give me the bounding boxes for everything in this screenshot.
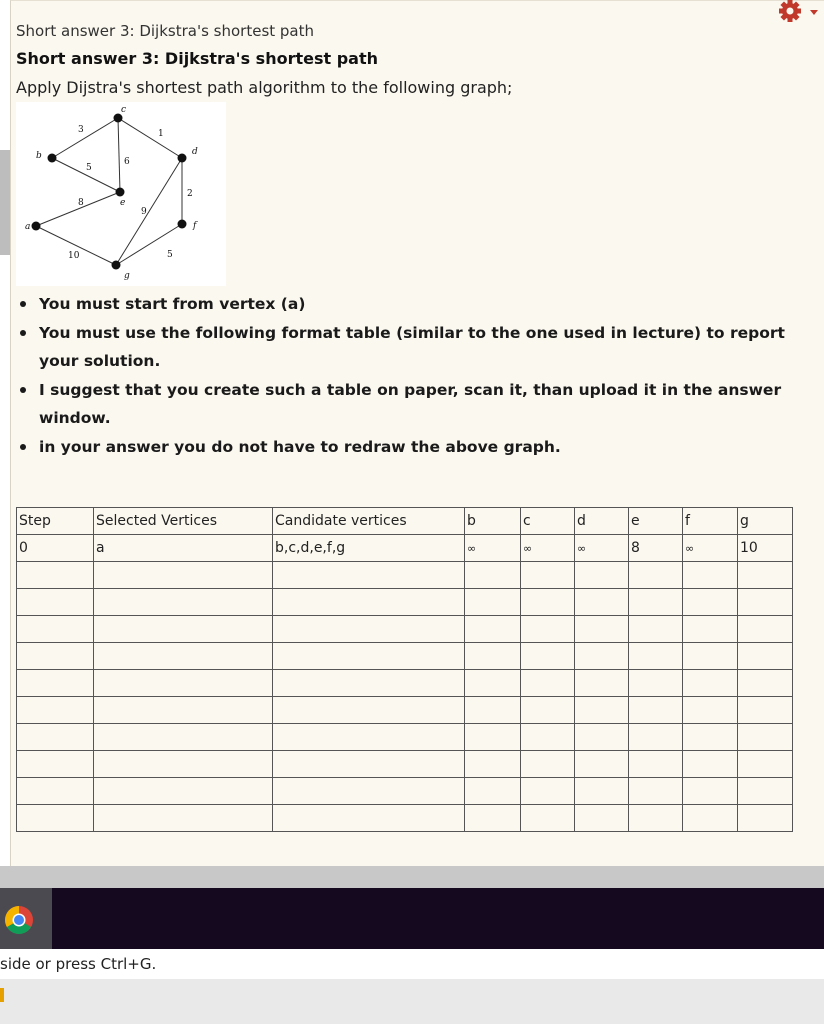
vertex-label: a bbox=[25, 222, 31, 232]
empty-table-cell bbox=[521, 751, 575, 778]
empty-table-row bbox=[17, 778, 793, 805]
settings-menu-button[interactable] bbox=[776, 0, 822, 24]
empty-table-row bbox=[17, 670, 793, 697]
graph-figure bbox=[16, 102, 226, 286]
question-intro: Apply Dijstra's shortest path algorithm to the following graph; bbox=[16, 78, 513, 97]
empty-table-cell bbox=[17, 589, 94, 616]
table-cell: a bbox=[94, 535, 273, 562]
empty-table-cell bbox=[575, 562, 629, 589]
horizontal-scrollbar[interactable] bbox=[0, 866, 824, 888]
breadcrumb: Short answer 3: Dijkstra's shortest path bbox=[16, 22, 315, 40]
empty-table-cell bbox=[521, 778, 575, 805]
empty-table-cell bbox=[738, 778, 793, 805]
empty-table-cell bbox=[17, 805, 94, 832]
empty-table-cell bbox=[521, 562, 575, 589]
empty-table-cell bbox=[738, 751, 793, 778]
empty-table-cell bbox=[683, 724, 738, 751]
edge-d-g bbox=[116, 158, 182, 265]
table-cell: b,c,d,e,f,g bbox=[273, 535, 465, 562]
empty-table-row bbox=[17, 724, 793, 751]
empty-table-cell bbox=[273, 589, 465, 616]
vertex-g bbox=[112, 261, 121, 270]
empty-table-cell bbox=[521, 643, 575, 670]
column-header: Candidate vertices bbox=[273, 508, 465, 535]
left-scroll-marker bbox=[0, 150, 10, 255]
vertex-a bbox=[32, 222, 41, 231]
column-header: Step bbox=[17, 508, 94, 535]
table-cell: ∞ bbox=[521, 535, 575, 562]
chrome-icon bbox=[4, 905, 34, 935]
empty-table-cell bbox=[94, 589, 273, 616]
column-header: c bbox=[521, 508, 575, 535]
empty-table-cell bbox=[17, 670, 94, 697]
empty-table-cell bbox=[273, 751, 465, 778]
empty-table-cell bbox=[629, 670, 683, 697]
empty-table-cell bbox=[94, 778, 273, 805]
empty-table-cell bbox=[17, 724, 94, 751]
empty-table-cell bbox=[94, 670, 273, 697]
vertex-label: c bbox=[121, 105, 127, 115]
empty-table-row bbox=[17, 562, 793, 589]
edge-weight: 5 bbox=[167, 250, 173, 260]
hint-text: side or press Ctrl+G. bbox=[0, 955, 157, 973]
empty-table-row bbox=[17, 751, 793, 778]
empty-table-cell bbox=[94, 616, 273, 643]
empty-table-cell bbox=[738, 670, 793, 697]
empty-table-cell bbox=[465, 724, 521, 751]
empty-table-cell bbox=[683, 778, 738, 805]
empty-table-cell bbox=[629, 751, 683, 778]
empty-table-row bbox=[17, 643, 793, 670]
vertex-e bbox=[116, 188, 125, 197]
empty-table-cell bbox=[17, 778, 94, 805]
edge-c-e bbox=[118, 118, 120, 192]
empty-table-cell bbox=[17, 616, 94, 643]
empty-table-cell bbox=[94, 643, 273, 670]
empty-table-cell bbox=[17, 751, 94, 778]
empty-table-row bbox=[17, 697, 793, 724]
instruction-item: in your answer you do not have to redraw the above graph. bbox=[20, 433, 810, 462]
question-title: Short answer 3: Dijkstra's shortest path bbox=[16, 49, 378, 68]
empty-table-cell bbox=[738, 697, 793, 724]
empty-table-row bbox=[17, 589, 793, 616]
empty-table-cell bbox=[738, 589, 793, 616]
vertex-label: g bbox=[124, 271, 130, 281]
empty-table-cell bbox=[629, 697, 683, 724]
empty-table-cell bbox=[629, 589, 683, 616]
instruction-item: You must use the following format table (similar to the one used in lecture) to report your solution. bbox=[20, 319, 810, 376]
empty-table-cell bbox=[683, 751, 738, 778]
empty-table-cell bbox=[629, 778, 683, 805]
vertex-label: e bbox=[120, 198, 126, 208]
edge-weight: 9 bbox=[141, 207, 147, 217]
empty-table-cell bbox=[738, 724, 793, 751]
vertex-label: b bbox=[36, 151, 42, 161]
empty-table-cell bbox=[17, 562, 94, 589]
empty-table-cell bbox=[465, 616, 521, 643]
empty-table-cell bbox=[575, 589, 629, 616]
empty-table-row bbox=[17, 805, 793, 832]
gear-icon bbox=[776, 0, 822, 24]
empty-table-cell bbox=[465, 670, 521, 697]
empty-table-cell bbox=[575, 751, 629, 778]
empty-table-cell bbox=[629, 724, 683, 751]
empty-table-cell bbox=[521, 697, 575, 724]
orange-tab-marker bbox=[0, 988, 4, 1002]
column-header: e bbox=[629, 508, 683, 535]
bottom-bar bbox=[0, 979, 824, 1024]
empty-table-cell bbox=[683, 670, 738, 697]
vertex-label: f bbox=[193, 221, 197, 231]
empty-table-cell bbox=[683, 616, 738, 643]
edge-weight: 10 bbox=[68, 251, 80, 261]
empty-table-row bbox=[17, 616, 793, 643]
empty-table-cell bbox=[273, 805, 465, 832]
empty-table-cell bbox=[273, 643, 465, 670]
edge-c-b bbox=[52, 118, 118, 158]
empty-table-cell bbox=[94, 562, 273, 589]
empty-table-cell bbox=[273, 670, 465, 697]
edge-weight: 2 bbox=[187, 189, 193, 199]
empty-table-cell bbox=[273, 724, 465, 751]
empty-table-cell bbox=[575, 670, 629, 697]
empty-table-cell bbox=[683, 562, 738, 589]
empty-table-cell bbox=[17, 643, 94, 670]
empty-table-cell bbox=[465, 562, 521, 589]
edge-weight: 1 bbox=[158, 129, 164, 139]
empty-table-cell bbox=[575, 697, 629, 724]
empty-table-cell bbox=[521, 724, 575, 751]
empty-table-cell bbox=[94, 724, 273, 751]
empty-table-cell bbox=[683, 589, 738, 616]
taskbar bbox=[0, 888, 824, 949]
edge-weight: 6 bbox=[124, 157, 130, 167]
empty-table-cell bbox=[629, 616, 683, 643]
empty-table-cell bbox=[273, 778, 465, 805]
empty-table-cell bbox=[629, 805, 683, 832]
empty-table-cell bbox=[465, 643, 521, 670]
empty-table-cell bbox=[17, 697, 94, 724]
vertex-d bbox=[178, 154, 187, 163]
empty-table-cell bbox=[683, 643, 738, 670]
table-cell: 0 bbox=[17, 535, 94, 562]
caret-down-icon bbox=[810, 10, 818, 15]
empty-table-cell bbox=[465, 697, 521, 724]
empty-table-cell bbox=[683, 805, 738, 832]
table-cell: ∞ bbox=[575, 535, 629, 562]
taskbar-chrome-button[interactable] bbox=[0, 888, 52, 949]
vertex-b bbox=[48, 154, 57, 163]
answer-table bbox=[16, 507, 793, 832]
empty-table-cell bbox=[273, 697, 465, 724]
edge-weight: 8 bbox=[78, 198, 84, 208]
edge-weight: 5 bbox=[86, 163, 92, 173]
empty-table-cell bbox=[738, 805, 793, 832]
table-cell: 10 bbox=[738, 535, 793, 562]
empty-table-cell bbox=[521, 589, 575, 616]
empty-table-cell bbox=[465, 751, 521, 778]
empty-table-cell bbox=[273, 616, 465, 643]
empty-table-cell bbox=[465, 778, 521, 805]
empty-table-cell bbox=[521, 670, 575, 697]
empty-table-cell bbox=[575, 778, 629, 805]
edge-weight: 3 bbox=[78, 125, 84, 135]
empty-table-cell bbox=[575, 616, 629, 643]
empty-table-cell bbox=[738, 616, 793, 643]
empty-table-cell bbox=[521, 616, 575, 643]
column-header: b bbox=[465, 508, 521, 535]
empty-table-cell bbox=[94, 697, 273, 724]
instruction-list bbox=[20, 290, 810, 461]
vertex-f bbox=[178, 220, 187, 229]
column-header: g bbox=[738, 508, 793, 535]
empty-table-cell bbox=[465, 805, 521, 832]
empty-table-cell bbox=[683, 697, 738, 724]
empty-table-cell bbox=[94, 751, 273, 778]
table-cell: 8 bbox=[629, 535, 683, 562]
empty-table-cell bbox=[521, 805, 575, 832]
column-header: f bbox=[683, 508, 738, 535]
vertex-label: d bbox=[192, 147, 198, 157]
empty-table-cell bbox=[575, 724, 629, 751]
empty-table-cell bbox=[273, 562, 465, 589]
edge-c-d bbox=[118, 118, 182, 158]
table-row bbox=[17, 535, 793, 562]
empty-table-cell bbox=[738, 562, 793, 589]
table-header-row bbox=[17, 508, 793, 535]
empty-table-cell bbox=[629, 562, 683, 589]
empty-table-cell bbox=[738, 643, 793, 670]
empty-table-cell bbox=[575, 643, 629, 670]
empty-table-cell bbox=[465, 589, 521, 616]
table-cell: ∞ bbox=[683, 535, 738, 562]
instruction-item: You must start from vertex (a) bbox=[20, 290, 810, 319]
column-header: Selected Vertices bbox=[94, 508, 273, 535]
column-header: d bbox=[575, 508, 629, 535]
instruction-item: I suggest that you create such a table on paper, scan it, than upload it in the answer window. bbox=[20, 376, 810, 433]
empty-table-cell bbox=[575, 805, 629, 832]
empty-table-cell bbox=[94, 805, 273, 832]
table-cell: ∞ bbox=[465, 535, 521, 562]
empty-table-cell bbox=[629, 643, 683, 670]
